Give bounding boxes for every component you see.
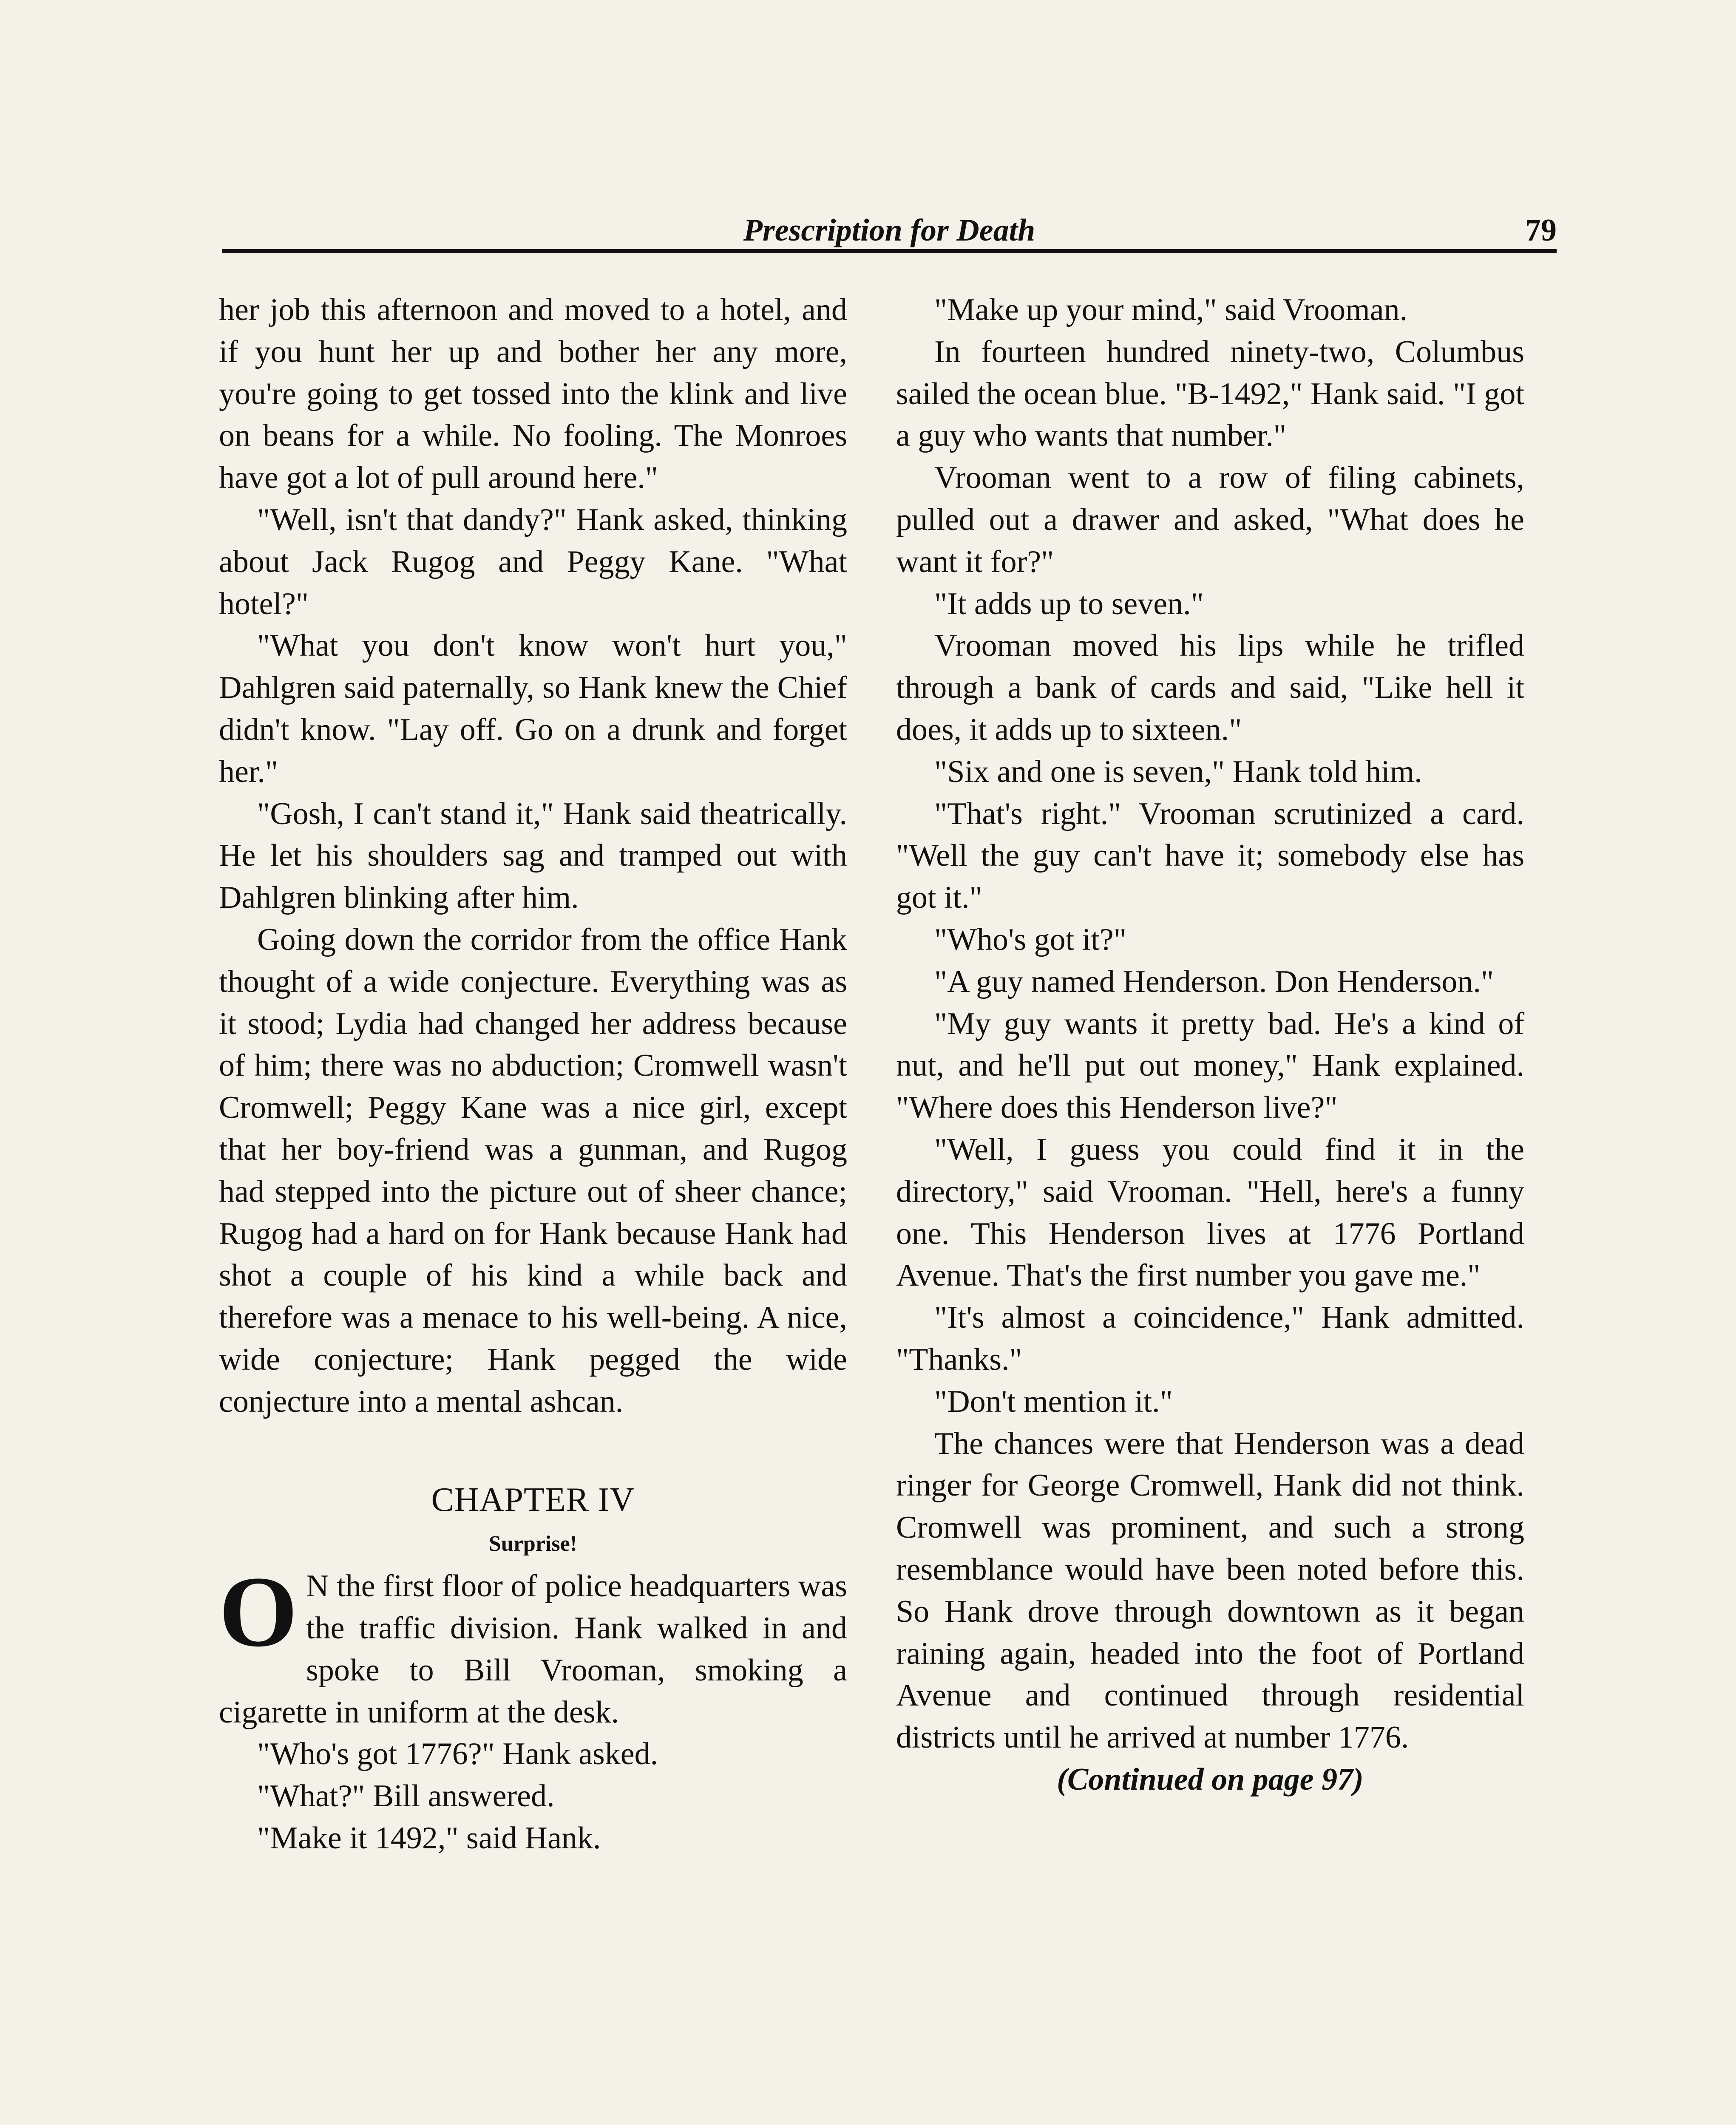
header-rule bbox=[222, 249, 1557, 253]
chapter-opening-text: N the first floor of police headquarters was the traffic division. Hank walked in and spoke to Bill Vrooman, smoking a cigarette in uniform at the desk. bbox=[219, 1569, 847, 1730]
paragraph: "Who's got it?" bbox=[934, 922, 1126, 957]
drop-cap: O bbox=[219, 1556, 298, 1668]
paragraph: "It adds up to seven." bbox=[934, 586, 1204, 621]
paragraph: The chances were that Henderson was a dead ringer for George Cromwell, Hank did not think. Cromwell was prominent, and such a strong resemblance would have been noted before this. So Hank drove through downtown as it began raining again, headed into the foot of Portland Avenue and continued through residential districts until he arrived at number 1776. bbox=[896, 1426, 1524, 1755]
paragraph: "Make up your mind," said Vrooman. bbox=[934, 292, 1408, 327]
left-column bbox=[219, 289, 847, 1859]
paragraph: "What?" Bill answered. bbox=[257, 1779, 555, 1814]
right-column bbox=[896, 289, 1524, 1801]
paragraph: "Well, isn't that dandy?" Hank asked, thinking about Jack Rugog and Peggy Kane. "What hotel?" bbox=[219, 502, 847, 621]
paragraph: "Well, I guess you could find it in the directory," said Vrooman. "Hell, here's a funny one. This Henderson lives at 1776 Portland Avenue. That's the first number you gave me." bbox=[896, 1132, 1524, 1293]
paragraph: "What you don't know won't hurt you," Dahlgren said paternally, so Hank knew the Chief didn't know. "Lay off. Go on a drunk and forget her." bbox=[219, 628, 847, 789]
paragraph: "Six and one is seven," Hank told him. bbox=[934, 754, 1422, 789]
paragraph: "Who's got 1776?" Hank asked. bbox=[257, 1737, 658, 1772]
continued-note: (Continued on page 97) bbox=[1057, 1762, 1364, 1797]
paragraph: "Gosh, I can't stand it," Hank said theatrically. He let his shoulders sag and tramped out with Dahlgren blinking after him. bbox=[219, 796, 847, 915]
paragraph: In fourteen hundred ninety-two, Columbus sailed the ocean blue. "B-1492," Hank said. "I got a guy who wants that number." bbox=[896, 334, 1524, 453]
paragraph: "Don't mention it." bbox=[934, 1384, 1173, 1419]
running-header bbox=[222, 212, 1557, 259]
chapter-subtitle: Surprise! bbox=[489, 1532, 577, 1556]
paragraph: her job this afternoon and moved to a hotel, and if you hunt her up and bother her any more, you're going to get tossed into the klink and live on beans for a while. No fooling. The Monroes have got a lot of pull around here." bbox=[219, 292, 847, 496]
paragraph: Going down the corridor from the office Hank thought of a wide conjecture. Everything was as it stood; Lydia had changed her address because of him; there was no abduction; Cromwell wasn't Cromwell; Peggy Kane was a nice girl, except that her boy-friend was a gunman, and Rugog had stepped into the picture out of sheer chance; Rugog had a hard on for Hank because Hank had shot a couple of his kind a while back and therefore was a menace to his well-being. A nice, wide conjecture; Hank pegged the wide conjecture into a mental ashcan. bbox=[219, 922, 847, 1419]
paragraph: Vrooman moved his lips while he trifled through a bank of cards and said, "Like hell it does, it adds up to sixteen." bbox=[896, 628, 1524, 747]
running-title: Prescription for Death bbox=[743, 213, 1035, 248]
chapter-title: CHAPTER IV bbox=[431, 1481, 635, 1519]
paragraph: "That's right." Vrooman scrutinized a card. "Well the guy can't have it; somebody else has got it." bbox=[896, 796, 1524, 915]
paragraph: "My guy wants it pretty bad. He's a kind of nut, and he'll put out money," Hank explained. "Where does this Henderson live?" bbox=[896, 1006, 1524, 1125]
paragraph: "It's almost a coincidence," Hank admitted. "Thanks." bbox=[896, 1300, 1524, 1377]
page-number: 79 bbox=[1525, 213, 1557, 248]
paragraph: Vrooman went to a row of filing cabinets, pulled out a drawer and asked, "What does he want it for?" bbox=[896, 460, 1524, 579]
paragraph: "Make it 1492," said Hank. bbox=[257, 1820, 601, 1856]
chapter-opening-paragraph bbox=[219, 1556, 847, 1733]
paragraph: "A guy named Henderson. Don Henderson." bbox=[934, 964, 1494, 999]
